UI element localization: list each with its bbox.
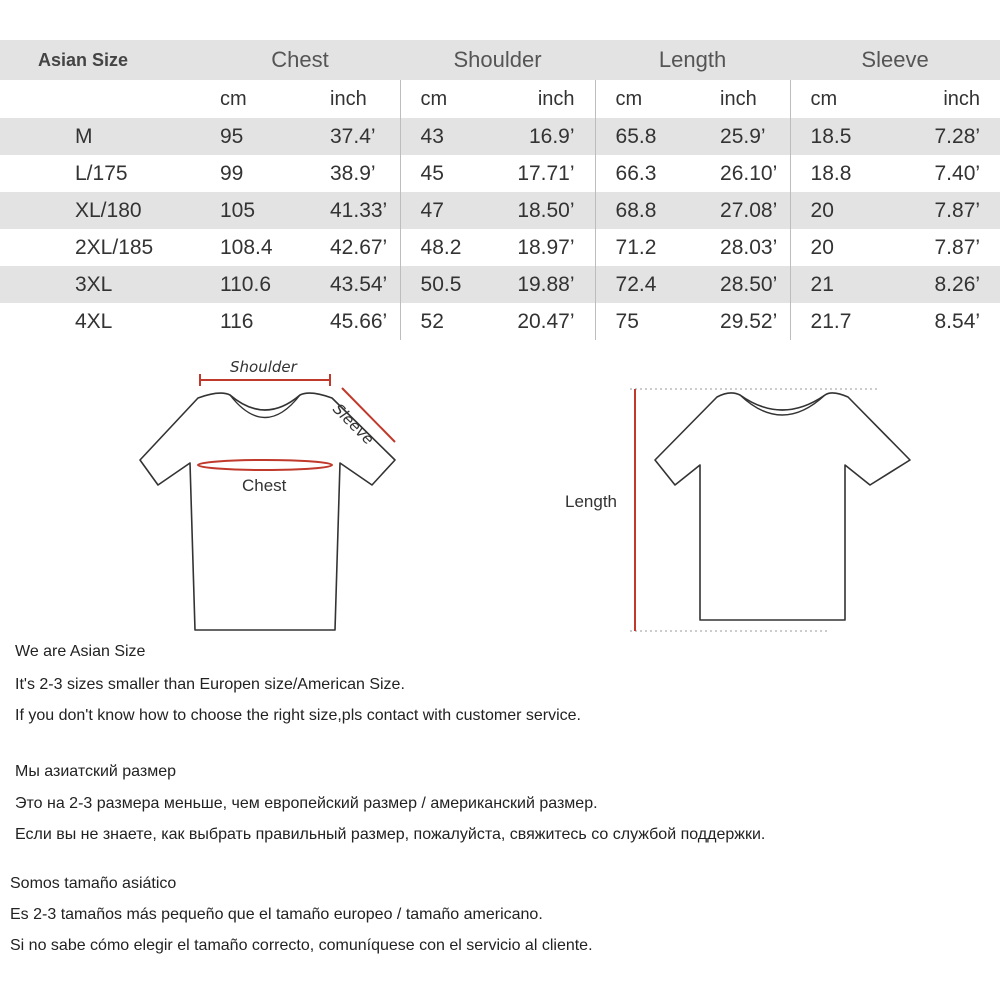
cell-shoulder-in: 18.50’ [505, 192, 595, 229]
cell-chest-cm: 116 [220, 309, 254, 333]
cell-size: XL/180 [0, 192, 200, 229]
note-spanish-line-3: Si no sabe cómo elegir el tamaño correcto, comuníquese con el servicio al cliente. [10, 937, 593, 954]
cell-length-in: 27.08’ [700, 192, 790, 229]
note-english-line-3: If you don't know how to choose the right size,pls contact with customer service. [15, 707, 581, 724]
header-length: Length [595, 40, 790, 80]
cell-chest-in: 42.67’ [330, 235, 388, 259]
unit-sleeve-inch: inch [943, 87, 981, 110]
length-label: Length [565, 492, 617, 511]
cell-length-cm: 72.4 [595, 266, 700, 303]
table-header-row [0, 40, 1000, 80]
cell-shoulder-in: 19.88’ [505, 266, 595, 303]
unit-length-cm: cm [595, 80, 700, 118]
cell-shoulder-in: 16.9’ [505, 118, 595, 155]
header-sleeve: Sleeve [790, 40, 1000, 80]
cell-length-in: 26.10’ [720, 161, 778, 185]
note-russian-line-1: Мы азиатский размер [15, 763, 177, 780]
cell-chest-in: 38.9’ [330, 161, 376, 185]
note-english-line-1: We are Asian Size [15, 643, 146, 660]
size-chart-table [0, 40, 1000, 340]
cell-sleeve-in: 7.28’ [900, 118, 1000, 155]
cell-length-cm: 68.8 [595, 192, 700, 229]
cell-shoulder-cm: 45 [400, 155, 505, 192]
cell-shoulder-cm: 52 [400, 303, 505, 340]
cell-sleeve-cm: 18.8 [790, 155, 900, 192]
chest-label: Chest [242, 476, 287, 495]
unit-shoulder-cm: cm [400, 80, 505, 118]
cell-size: 2XL/185 [75, 235, 154, 259]
tshirt-diagram-length [560, 375, 940, 640]
cell-chest-cm: 99 [220, 161, 244, 185]
cell-size: 3XL [0, 266, 200, 303]
tshirt-diagram-measurements [120, 350, 420, 640]
cell-sleeve-in: 7.40’ [934, 161, 981, 185]
cell-length-cm: 71.2 [595, 229, 700, 266]
unit-chest-inch: inch [330, 87, 367, 110]
cell-sleeve-cm: 21.7 [790, 303, 900, 340]
cell-chest-in: 43.54’ [310, 266, 400, 303]
unit-shoulder-inch: inch [537, 87, 575, 110]
unit-chest-cm: cm [220, 87, 247, 110]
cell-size: M [0, 118, 200, 155]
cell-shoulder-cm: 47 [400, 192, 505, 229]
table-row [0, 118, 1000, 155]
cell-chest-in: 37.4’ [310, 118, 400, 155]
table-row [0, 192, 1000, 229]
cell-length-cm: 66.3 [595, 155, 700, 192]
cell-shoulder-in: 20.47’ [517, 309, 575, 333]
tshirt-length-outline [560, 375, 940, 640]
sleeve-label: Sleeve [329, 400, 378, 449]
cell-chest-cm: 108.4 [220, 235, 273, 259]
table-row [0, 303, 1000, 340]
cell-shoulder-in: 18.97’ [517, 235, 575, 259]
cell-size: L/175 [75, 161, 128, 185]
header-shoulder: Shoulder [400, 40, 595, 80]
cell-sleeve-cm: 20 [790, 192, 900, 229]
cell-length-in: 29.52’ [720, 309, 778, 333]
note-english-line-2: It's 2-3 sizes smaller than Europen size/American Size. [15, 676, 405, 693]
cell-sleeve-in: 7.87’ [900, 192, 1000, 229]
cell-shoulder-cm: 48.2 [400, 229, 505, 266]
header-asian-size: Asian Size [0, 40, 200, 80]
note-russian-line-2: Это на 2-3 размера меньше, чем европейский размер / американский размер. [15, 795, 598, 812]
cell-length-in: 28.50’ [700, 266, 790, 303]
note-spanish-line-2: Es 2-3 tamaños más pequeño que el tamaño europeo / tamaño americano. [10, 906, 543, 923]
header-chest: Chest [200, 40, 400, 80]
cell-chest-cm: 110.6 [200, 266, 310, 303]
cell-length-cm: 75 [595, 303, 700, 340]
cell-chest-cm: 95 [200, 118, 310, 155]
table-row [0, 266, 1000, 303]
cell-shoulder-cm: 43 [400, 118, 505, 155]
cell-sleeve-in: 7.87’ [934, 235, 981, 259]
cell-sleeve-cm: 20 [790, 229, 900, 266]
table-row [0, 155, 1000, 192]
note-spanish-line-1: Somos tamaño asiático [10, 875, 177, 892]
cell-chest-in: 45.66’ [330, 309, 388, 333]
cell-length-in: 28.03’ [720, 235, 778, 259]
cell-sleeve-cm: 21 [790, 266, 900, 303]
cell-length-in: 25.9’ [700, 118, 790, 155]
cell-sleeve-cm: 18.5 [790, 118, 900, 155]
units-spacer [0, 80, 200, 118]
cell-length-cm: 65.8 [595, 118, 700, 155]
cell-size: 4XL [75, 309, 113, 333]
unit-length-inch: inch [720, 87, 757, 110]
cell-shoulder-cm: 50.5 [400, 266, 505, 303]
table-row [0, 229, 1000, 266]
cell-chest-in: 41.33’ [310, 192, 400, 229]
cell-chest-cm: 105 [200, 192, 310, 229]
cell-shoulder-in: 17.71’ [517, 161, 575, 185]
cell-sleeve-in: 8.26’ [900, 266, 1000, 303]
table-units-row [0, 80, 1000, 118]
shoulder-label: Shoulder [230, 358, 297, 376]
note-russian-line-3: Если вы не знаете, как выбрать правильный размер, пожалуйста, свяжитесь со службой поддержки. [15, 826, 766, 843]
cell-sleeve-in: 8.54’ [934, 309, 981, 333]
unit-sleeve-cm: cm [790, 80, 900, 118]
